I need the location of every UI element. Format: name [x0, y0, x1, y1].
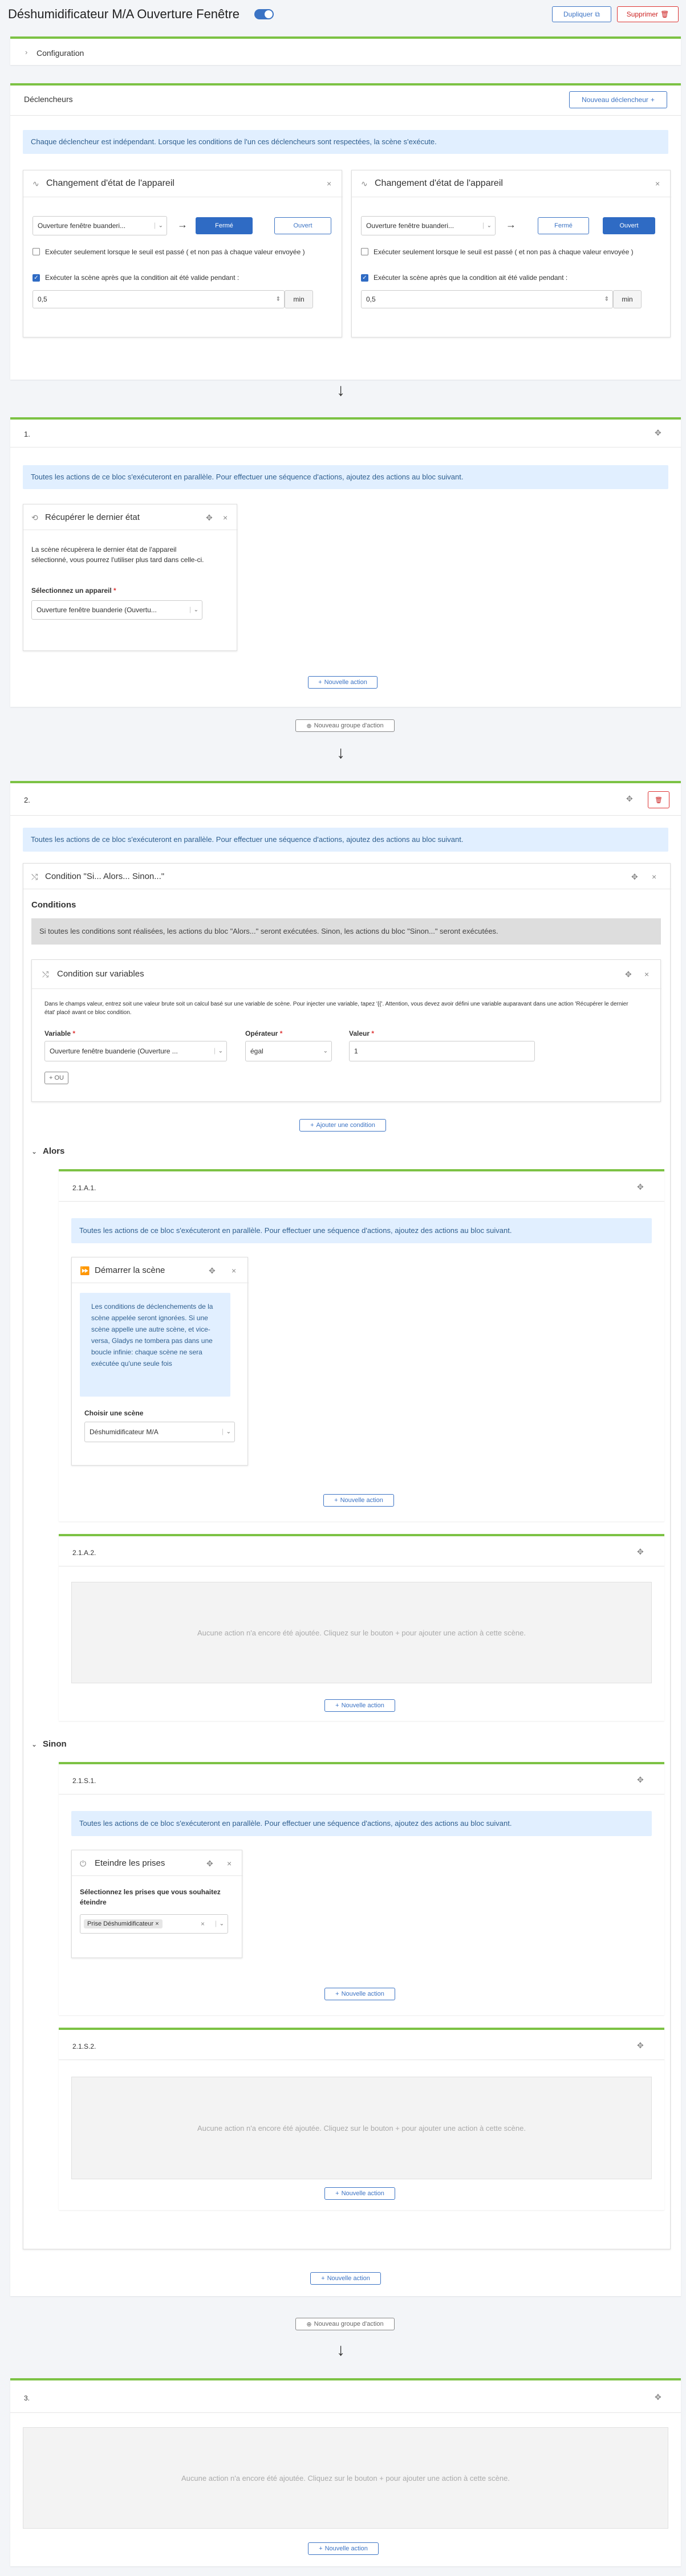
arrow-down-icon: ↓	[336, 2341, 345, 2359]
operator-select[interactable]: égal ⌄	[245, 1041, 332, 1061]
or-button[interactable]: + OU	[44, 1072, 68, 1084]
move-icon[interactable]: ✥	[206, 513, 213, 522]
action-title: Récupérer le dernier état	[45, 512, 140, 522]
plus-circle-icon: ⊕	[306, 722, 312, 730]
device-select[interactable]: Ouverture fenêtre buanderi... ⌄	[33, 216, 167, 235]
new-action-button[interactable]: + Nouvelle action	[324, 1699, 395, 1712]
variable-select[interactable]: Ouverture fenêtre buanderie (Ouverture ... ⌄	[44, 1041, 227, 1061]
plus-icon: +	[335, 1702, 339, 1709]
group-info: Toutes les actions de ce bloc s'exécuteront en parallèle. Pour effectuer une séquence d'actions, ajoutez des actions au bloc suivant.	[23, 828, 668, 852]
new-trigger-button[interactable]	[569, 91, 667, 108]
scene-info: Les conditions de déclenchements de la scène appelée seront ignorées. Si une scène appelle une autre scène, et vice-versa, Gladys ne tombera pas dans une boucle infinie: chaque scène ne sera exécutée qu'une seule fois	[80, 1293, 230, 1397]
then-heading[interactable]: Alors	[43, 1146, 65, 1156]
action-card	[71, 1850, 242, 1958]
chevron-down-icon: ⌄	[323, 1048, 328, 1055]
copy-icon: ⧉	[595, 10, 600, 18]
scene-toggle[interactable]	[254, 9, 274, 19]
duplicate-label: Dupliquer	[563, 10, 593, 18]
conditions-heading: Conditions	[31, 900, 76, 910]
delay-unit: min	[613, 290, 642, 308]
conditions-info: Si toutes les conditions sont réalisées, les actions du bloc "Alors..." seront exécutées. Sinon, les actions du bloc "Sinon..." seront exécutées.	[31, 918, 661, 945]
threshold-checkbox[interactable]	[361, 248, 368, 255]
closed-state-button[interactable]: Fermé	[196, 217, 253, 234]
new-group-button[interactable]: ⊕ Nouveau groupe d'action	[295, 2318, 395, 2330]
else-heading[interactable]: Sinon	[43, 1739, 67, 1749]
delete-label: Supprimer	[626, 10, 659, 18]
empty-actions: Aucune action n'a encore été ajoutée. Cliquez sur le bouton + pour ajouter une action à cette scène.	[71, 1582, 652, 1683]
variable-condition-card	[31, 959, 661, 1102]
open-state-button[interactable]: Ouvert	[274, 217, 331, 234]
new-trigger-label: Nouveau déclencheur	[582, 96, 648, 104]
then-action-group	[59, 1534, 664, 1721]
new-group-button[interactable]: ⊕ Nouveau groupe d'action	[295, 719, 395, 732]
delay-label: Exécuter la scène après que la condition ait été valide pendant :	[45, 274, 240, 282]
move-icon[interactable]: ✥	[637, 1775, 644, 1784]
variable-label: Variable *	[44, 1029, 76, 1037]
group-number: 2.1.S.2.	[72, 2042, 96, 2050]
value-input[interactable]: 1	[349, 1041, 535, 1061]
value-label: Valeur *	[349, 1029, 375, 1037]
trigger-title: Changement d'état de l'appareil	[46, 178, 174, 188]
chevron-down-icon: ⌄	[190, 607, 198, 613]
else-action-group	[59, 2028, 664, 2210]
move-icon[interactable]: ✥	[625, 970, 632, 979]
chevron-down-icon: ⌄	[222, 1429, 231, 1435]
open-state-button[interactable]: Ouvert	[603, 217, 655, 234]
threshold-label: Exécuter seulement lorsque le seuil est passé ( et non pas à chaque valeur envoyée )	[374, 248, 634, 256]
move-icon[interactable]: ✥	[626, 794, 633, 803]
activity-icon: ∿	[33, 179, 39, 188]
refresh-icon: ⟲	[31, 513, 38, 522]
move-icon[interactable]: ✥	[637, 2041, 644, 2050]
closed-state-button[interactable]: Fermé	[538, 217, 589, 234]
device-select[interactable]: Ouverture fenêtre buanderie (Ouvertu... ⌄	[31, 600, 202, 620]
plus-circle-icon: ⊕	[306, 2321, 312, 2328]
close-icon[interactable]: ×	[652, 872, 657, 881]
arrow-right-icon: →	[506, 219, 516, 230]
chevron-down-icon[interactable]: ⌄	[31, 1740, 38, 1748]
chevron-down-icon: ⌄	[216, 1921, 224, 1927]
configuration-label: Configuration	[36, 48, 84, 58]
plug-tag[interactable]: Prise Déshumidificateur ×	[84, 1919, 163, 1928]
power-off-icon: ⏻	[80, 1859, 87, 1868]
action-title: Eteindre les prises	[95, 1858, 165, 1868]
close-icon[interactable]: ×	[232, 1266, 237, 1275]
new-action-button[interactable]: + Nouvelle action	[323, 1494, 394, 1507]
branch-icon: ⤭	[31, 872, 38, 881]
spinner-icon: ⇕	[275, 296, 281, 303]
device-select-label: Sélectionnez un appareil *	[31, 587, 116, 595]
group-number: 2.1.A.2.	[72, 1549, 96, 1557]
new-action-button[interactable]: + Nouvelle action	[308, 676, 377, 689]
close-icon[interactable]: ×	[644, 970, 650, 979]
plus-icon: +	[335, 1991, 339, 1997]
empty-actions: Aucune action n'a encore été ajoutée. Cliquez sur le bouton + pour ajouter une action à cette scène.	[23, 2427, 668, 2529]
group-number: 2.1.S.1.	[72, 1777, 96, 1785]
new-action-button[interactable]: + Nouvelle action	[324, 1988, 395, 2000]
trigger-card	[351, 170, 671, 337]
plus-icon: +	[335, 2190, 339, 2197]
close-icon[interactable]: ×	[223, 513, 228, 522]
group-number: 3.	[24, 2394, 30, 2402]
action-description: La scène récupèrera le dernier état de l'appareil sélectionné, vous pourrez l'utiliser plus tard dans celle-ci.	[31, 546, 204, 564]
delay-checkbox[interactable]: ✓	[361, 274, 368, 282]
delay-input[interactable]: 0,5 ⇕	[33, 290, 285, 308]
action-group	[10, 781, 681, 2296]
spinner-icon: ⇕	[604, 296, 609, 303]
then-action-group	[59, 1169, 664, 1521]
group-number: 2.	[24, 796, 30, 804]
arrow-down-icon: ↓	[336, 743, 345, 762]
plugs-select[interactable]	[80, 1914, 228, 1934]
action-card	[71, 1257, 248, 1466]
plus-icon: +	[319, 2545, 323, 2552]
plus-icon: +	[321, 2275, 325, 2282]
play-icon: ⏩	[80, 1266, 90, 1275]
chevron-down-icon: ⌄	[155, 223, 163, 229]
group-info: Toutes les actions de ce bloc s'exécuteront en parallèle. Pour effectuer une séquence d'actions, ajoutez des actions au bloc suivant.	[71, 1218, 652, 1243]
close-icon[interactable]: ×	[227, 1859, 232, 1868]
triggers-info: Chaque déclencheur est indépendant. Lorsque les conditions de l'un ces déclencheurs sont respectées, la scène s'exécute.	[23, 130, 668, 154]
choose-scene-label: Choisir une scène	[84, 1409, 144, 1417]
plus-icon: +	[318, 679, 322, 686]
arrow-down-icon: ↓	[336, 381, 345, 400]
trigger-title: Changement d'état de l'appareil	[375, 178, 503, 188]
threshold-label: Exécuter seulement lorsque le seuil est passé ( et non pas à chaque valeur envoyée )	[45, 248, 305, 256]
move-icon[interactable]: ✥	[637, 1547, 644, 1556]
action-group	[10, 417, 681, 707]
else-action-group	[59, 1762, 664, 2015]
move-icon[interactable]: ✥	[206, 1859, 213, 1868]
variable-condition-title: Condition sur variables	[57, 969, 144, 979]
threshold-checkbox[interactable]	[33, 248, 40, 255]
duplicate-button[interactable]	[552, 6, 611, 22]
plus-icon: +	[310, 1122, 314, 1129]
group-number: 1.	[24, 430, 30, 438]
trash-icon: 🗑	[655, 796, 663, 804]
delete-scene-button[interactable]	[617, 6, 679, 22]
move-icon[interactable]: ✥	[655, 2392, 661, 2402]
condition-card	[23, 863, 671, 2249]
action-title: Démarrer la scène	[95, 1265, 165, 1275]
branch-icon: ⤭	[42, 970, 49, 979]
close-icon[interactable]: ×	[327, 179, 332, 188]
move-icon[interactable]: ✥	[637, 1182, 644, 1191]
delete-group-button[interactable]	[648, 791, 669, 808]
chevron-down-icon: ⌄	[483, 223, 492, 229]
remove-tag-icon: ×	[155, 1920, 159, 1927]
trash-icon: 🗑	[660, 10, 669, 18]
action-group	[10, 2378, 681, 2566]
plus-icon: +	[650, 96, 655, 104]
triggers-title: Déclencheurs	[24, 95, 73, 104]
group-info: Toutes les actions de ce bloc s'exécuteront en parallèle. Pour effectuer une séquence d'actions, ajoutez des actions au bloc suivant.	[71, 1811, 652, 1836]
chevron-down-icon[interactable]: ⌄	[31, 1147, 38, 1155]
delay-checkbox[interactable]: ✓	[33, 274, 40, 282]
delay-label: Exécuter la scène après que la condition ait été valide pendant :	[374, 274, 568, 282]
triggers-card	[10, 83, 681, 380]
group-info: Toutes les actions de ce bloc s'exécuteront en parallèle. Pour effectuer une séquence d'actions, ajoutez des actions au bloc suivant.	[23, 465, 668, 489]
new-action-button[interactable]: + Nouvelle action	[324, 2187, 395, 2200]
device-select[interactable]: Ouverture fenêtre buanderi... ⌄	[361, 216, 496, 235]
add-condition-button[interactable]: + Ajouter une condition	[299, 1119, 386, 1132]
delay-unit: min	[285, 290, 313, 308]
condition-title: Condition "Si... Alors... Sinon..."	[45, 872, 165, 881]
trigger-card	[23, 170, 342, 337]
arrow-right-icon: →	[177, 219, 188, 230]
move-icon[interactable]: ✥	[655, 428, 661, 437]
chevron-right-icon: ›	[25, 48, 28, 56]
activity-icon: ∿	[361, 179, 368, 188]
action-card	[23, 504, 237, 651]
clear-icon: ×	[200, 1920, 205, 1928]
new-action-button[interactable]: + Nouvelle action	[308, 2542, 379, 2555]
move-icon[interactable]: ✥	[631, 872, 638, 881]
group-number: 2.1.A.1.	[72, 1184, 96, 1192]
move-icon[interactable]: ✥	[209, 1266, 216, 1275]
plus-icon: +	[334, 1497, 338, 1504]
chevron-down-icon: ⌄	[214, 1048, 223, 1055]
variable-description: Dans le champs valeur, entrez soit une valeur brute soit un calcul basé sur une variable de scène. Pour injecter une variable, tapez '{{'. Attention, vous devez avoir défini une variable auparavant dans une action 'Récupérer le dernier état' placé avant ce bloc condition.	[44, 1001, 628, 1016]
plugs-select-label: Sélectionnez les prises que vous souhaitez éteindre	[80, 1888, 221, 1906]
close-icon[interactable]: ×	[655, 179, 660, 188]
new-action-button[interactable]: + Nouvelle action	[310, 2272, 381, 2285]
delay-input[interactable]: 0,5 ⇕	[361, 290, 613, 308]
empty-actions: Aucune action n'a encore été ajoutée. Cliquez sur le bouton + pour ajouter une action à cette scène.	[71, 2077, 652, 2179]
configuration-card[interactable]	[10, 36, 681, 65]
operator-label: Opérateur *	[245, 1029, 283, 1037]
scene-select[interactable]: Déshumidificateur M/A ⌄	[84, 1422, 235, 1442]
page-title: Déshumidificateur M/A Ouverture Fenêtre	[8, 7, 240, 21]
